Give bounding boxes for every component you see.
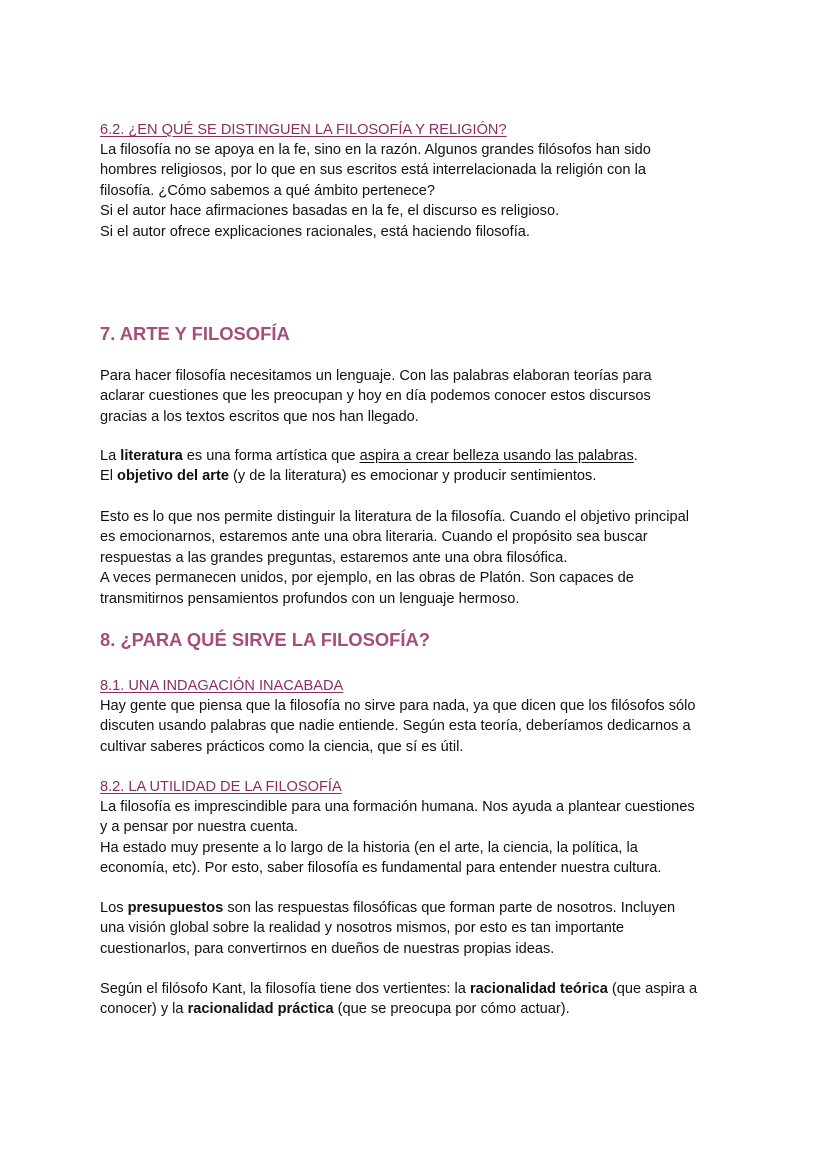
bold-term: objetivo del arte <box>117 468 229 485</box>
subheading-8-1: 8.1. UNA INDAGACIÓN INACABADA <box>100 678 344 694</box>
heading-7: 7. ARTE Y FILOSOFÍA <box>100 323 290 344</box>
line: Ha estado muy presente a lo largo de la historia (en el arte, la ciencia, la política, la <box>100 839 638 856</box>
subheading-8-2: 8.2. LA UTILIDAD DE LA FILOSOFÍA <box>100 779 342 795</box>
line: gracias a los textos escritos que nos han llegado. <box>100 408 419 425</box>
underlined-text: aspira a crear belleza usando las palabras <box>359 448 634 464</box>
line: cuestionarlos, para convertirnos en dueños de nuestras propias ideas. <box>100 940 555 957</box>
line: economía, etc). Por esto, saber filosofía es fundamental para entender nuestra cultura. <box>100 860 662 877</box>
line: La filosofía es imprescindible para una formación humana. Nos ayuda a plantear cuestiones <box>100 799 695 815</box>
line: Para hacer filosofía necesitamos un lenguaje. Con las palabras elaboran teorías para <box>100 368 652 384</box>
line: filosofía. ¿Cómo sabemos a qué ámbito pertenece? <box>100 182 436 199</box>
line: La filosofía no se apoya en la fe, sino en la razón. Algunos grandes filósofos han sido <box>100 142 651 158</box>
text: (que aspira a <box>607 981 698 997</box>
text: son las respuestas filosóficas que forman parte de nosotros. Incluyen <box>223 900 676 916</box>
paragraph-presupuestos <box>100 898 740 959</box>
line: discuten usando palabras que nadie entiende. Según esta teoría, deberíamos dedicarnos a <box>100 718 691 735</box>
line: Si el autor ofrece explicaciones racionales, está haciendo filosofía. <box>100 223 530 240</box>
text: La <box>100 448 121 464</box>
paragraph-7-intro <box>100 366 740 427</box>
paragraph-6-2 <box>100 140 740 242</box>
text: es una forma artística que <box>182 448 360 464</box>
line: aclarar cuestiones que les preocupan y hoy en día podemos conocer estos discursos <box>100 388 651 405</box>
line: cultivar saberes prácticos como la ciencia, que sí es útil. <box>100 738 464 755</box>
bold-term: literatura <box>120 448 183 464</box>
line: Hay gente que piensa que la filosofía no sirve para nada, ya que dicen que los filósofos sólo <box>100 698 696 714</box>
heading-8: 8. ¿PARA QUÉ SIRVE LA FILOSOFÍA? <box>100 629 431 650</box>
text: (que se preocupa por cómo actuar). <box>333 1001 570 1018</box>
paragraph-8-2 <box>100 797 740 879</box>
paragraph-7-distinguish <box>100 507 740 609</box>
line: hombres religiosos, por lo que en sus escritos está interrelacionada la religión con la <box>100 162 646 179</box>
bold-term: racionalidad práctica <box>187 1001 334 1018</box>
text: conocer) y la <box>100 1001 188 1018</box>
text: El <box>100 468 118 485</box>
line: respuestas a las grandes preguntas, estaremos ante una obra filosófica. <box>100 549 568 566</box>
text: Según el filósofo Kant, la filosofía tiene dos vertientes: la <box>100 981 470 997</box>
line: es emocionarnos, estaremos ante una obra literaria. Cuando el propósito sea buscar <box>100 529 648 546</box>
text: (y de la literatura) es emocionar y producir sentimientos. <box>228 468 597 485</box>
paragraph-7-literatura <box>100 446 740 487</box>
subheading-6-2: 6.2. ¿EN QUÉ SE DISTINGUEN LA FILOSOFÍA Y RELIGIÓN? <box>100 122 507 138</box>
text: . <box>633 448 638 464</box>
line: A veces permanecen unidos, por ejemplo, en las obras de Platón. Son capaces de <box>100 570 634 587</box>
line: y a pensar por nuestra cuenta. <box>100 819 298 836</box>
paragraph-kant <box>100 979 740 1020</box>
bold-term: racionalidad teórica <box>469 981 608 997</box>
line: transmitirnos pensamientos profundos con un lenguaje hermoso. <box>100 590 520 607</box>
bold-term: presupuestos <box>127 900 224 916</box>
line: Si el autor hace afirmaciones basadas en la fe, el discurso es religioso. <box>100 203 560 220</box>
text: Los <box>100 900 128 916</box>
paragraph-8-1 <box>100 696 740 757</box>
line: una visión global sobre la realidad y nosotros mismos, por esto es tan importante <box>100 920 625 937</box>
line: Esto es lo que nos permite distinguir la literatura de la filosofía. Cuando el objetivo principal <box>100 509 689 525</box>
